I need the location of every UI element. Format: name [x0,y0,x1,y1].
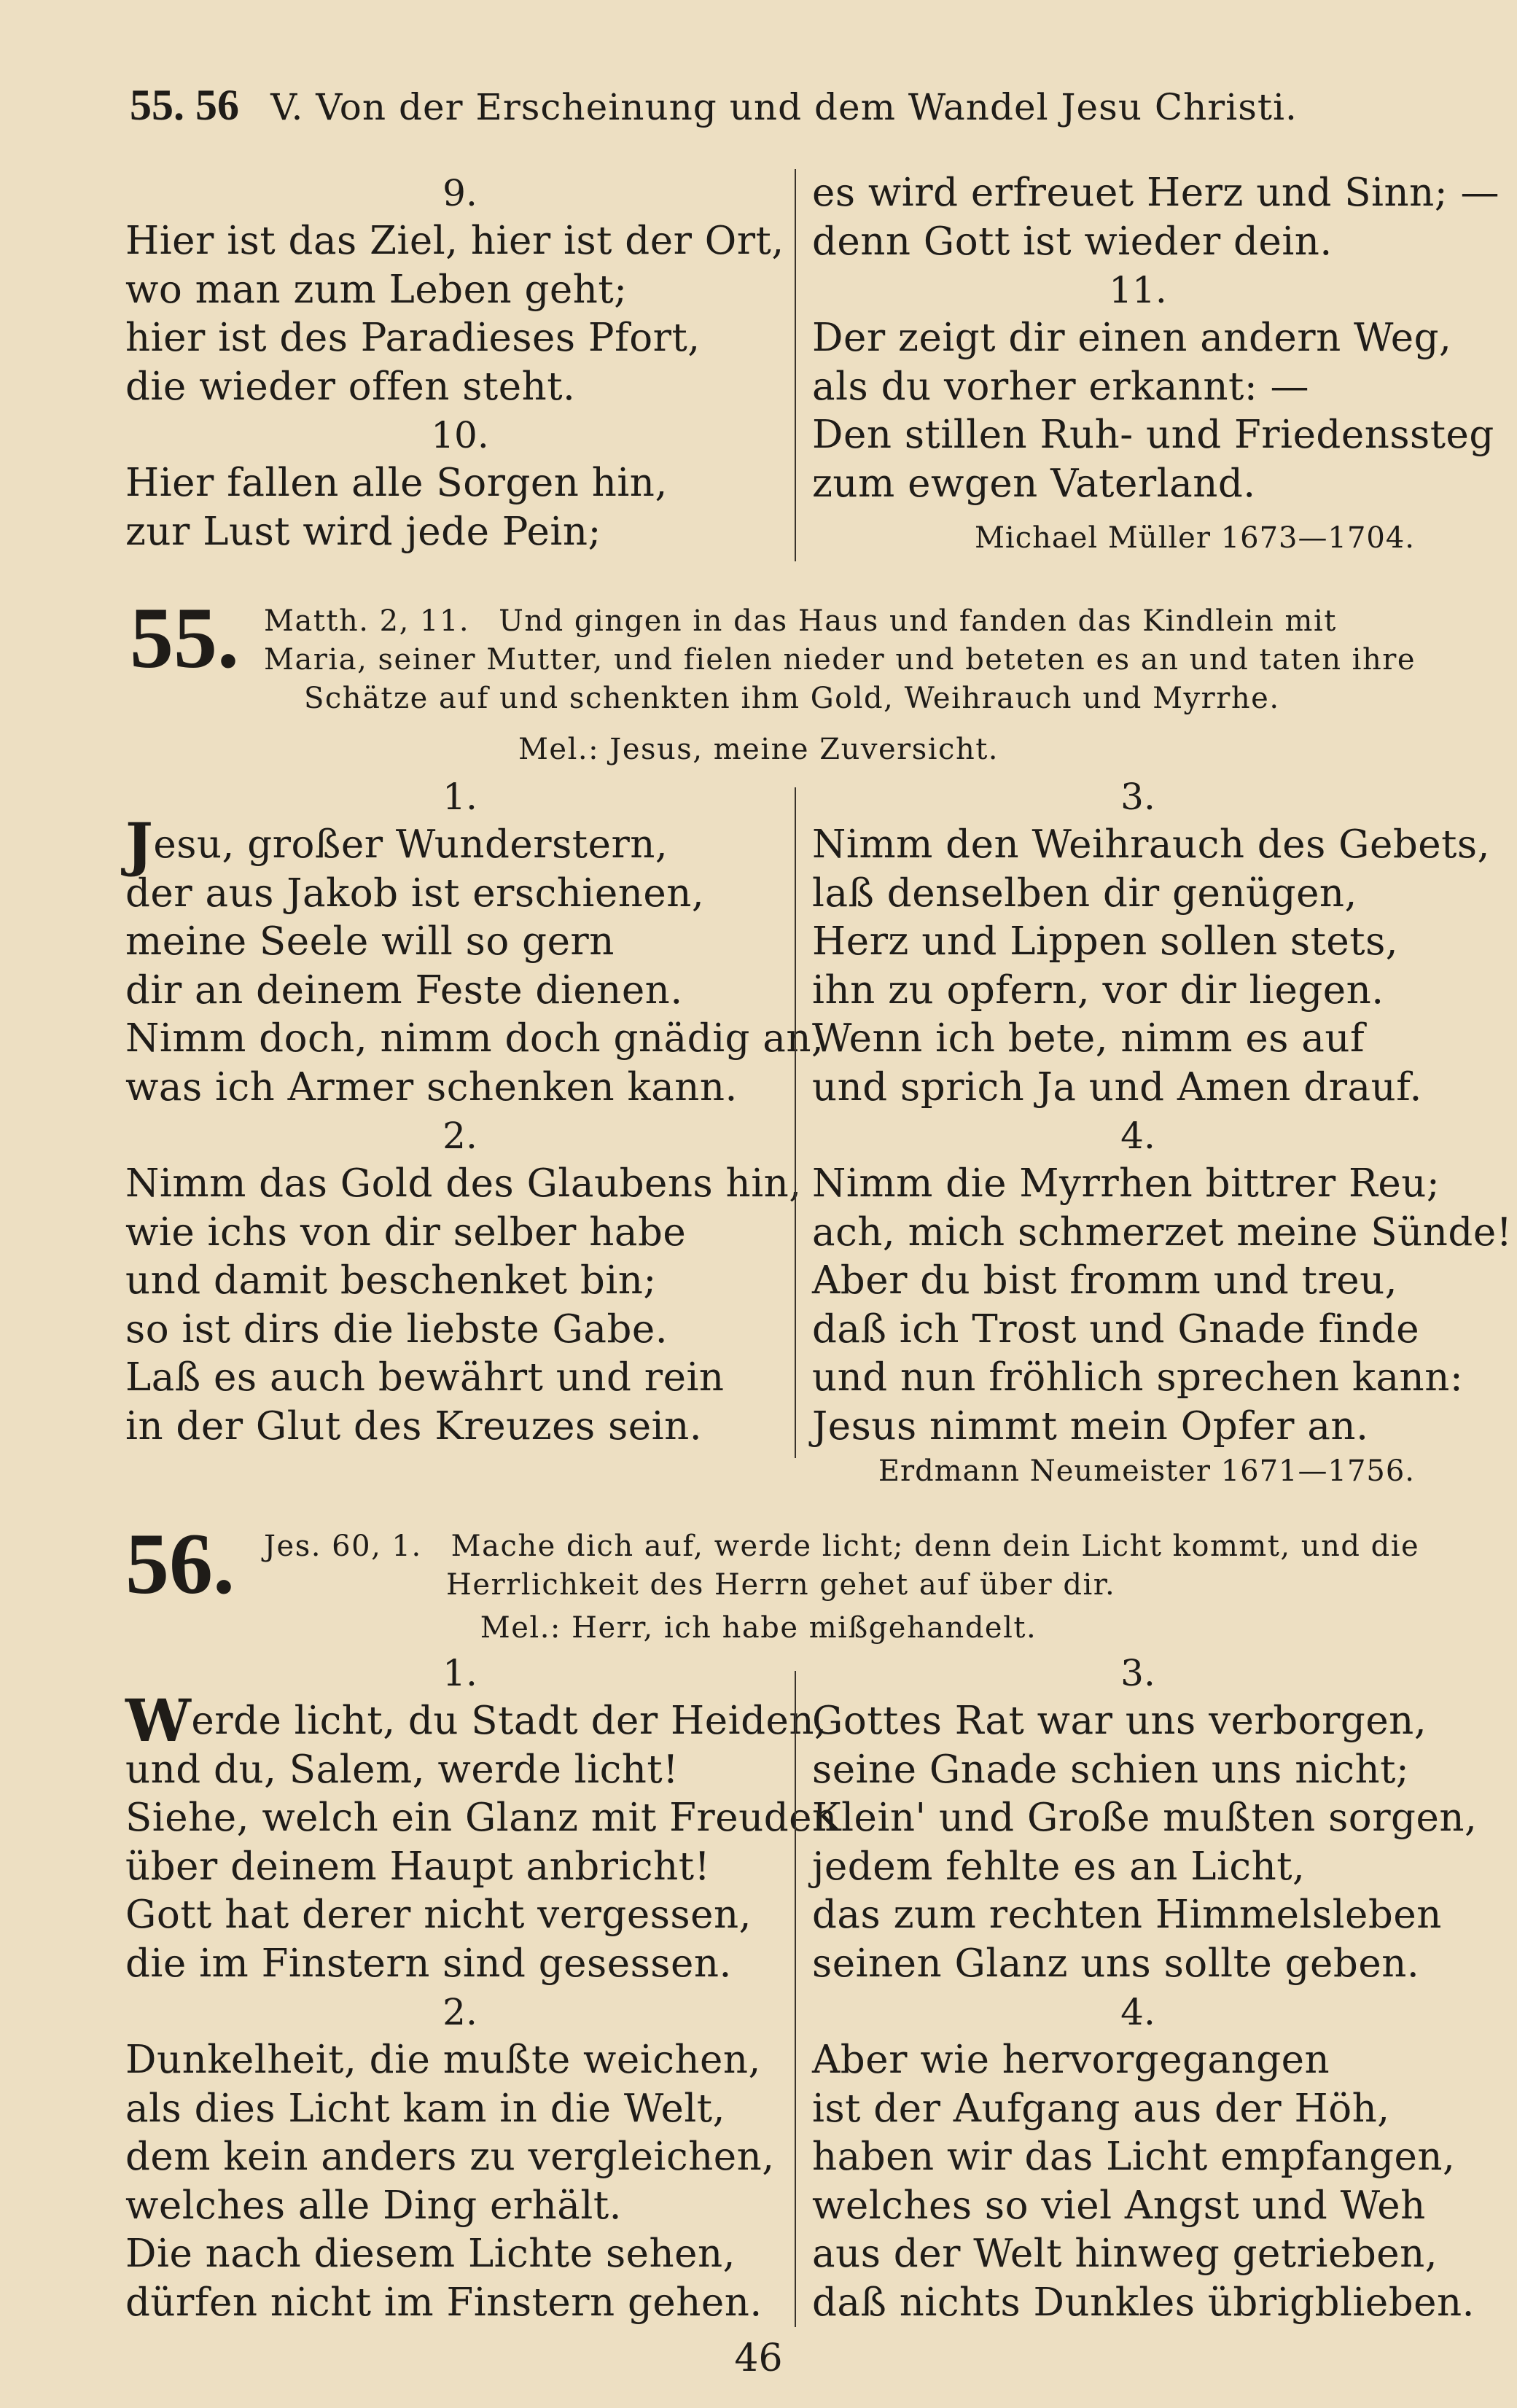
hymn56-columns [125,1649,1478,2327]
verse-line: Laß es auch bewährt und rein [125,1355,725,1400]
verse-line: seine Gnade schien uns nicht; [812,1747,1410,1792]
intro-text: Und gingen in das Haus und fanden das Kindlein mit [499,604,1337,638]
verse-line: als dies Licht kam in die Welt, [125,2086,725,2131]
hymn-intro [264,1527,1445,1605]
header-hymn-numbers: 55. 56 [130,81,239,129]
verse-line: laß denselben dir genügen, [812,870,1357,916]
column-divider [795,1671,796,2327]
verse-line: Aber wie hervorgegangen [812,2038,1330,2082]
verse-number: 1. [442,776,477,818]
column-divider [795,169,796,561]
verse-line: und nun fröhlich sprechen kann: [812,1355,1464,1400]
intro-line [264,602,1445,641]
verse-line: Gott hat derer nicht vergessen, [125,1893,752,1937]
verse-line: Herz und Lippen sollen stets, [812,919,1399,964]
prev-hymn-right-column [795,169,1500,561]
verse-line: Die nach diesem Lichte sehen, [125,2232,736,2276]
verse-number: 4. [1120,1991,1155,2033]
verse-number: 4. [1120,1115,1155,1157]
verse-number: 3. [1120,1652,1155,1694]
verse-line: das zum rechten Himmelsleben [812,1893,1442,1937]
verse-line: Nimm die Myrrhen bittrer Reu; [812,1161,1440,1206]
intro-line [264,1527,1445,1566]
verse-line: dir an deinem Feste dienen. [125,967,683,1013]
verse-line-text: esu, großer Wunderstern, [153,822,668,867]
verse-line: als du vorher erkannt: — [812,364,1310,409]
verse-line: daß nichts Dunkles übrigblieben. [812,2280,1475,2325]
intro-line: Schätze auf und schenkten ihm Gold, Weihrauch und Myrrhe. [304,682,1280,715]
hymn-intro [264,602,1445,718]
header-section-title: V. Von der Erscheinung und dem Wandel Jesu Christi. [270,86,1298,128]
verse-line: über deinem Haupt anbricht! [125,1844,711,1889]
intro-text: Mache dich auf, werde licht; denn dein Licht kommt, und die [451,1530,1420,1563]
verse-line: so ist dirs die liebste Gabe. [125,1306,668,1352]
melody-reference: Mel.: Jesus, meine Zuversicht. [518,733,999,766]
prev-hymn-columns [125,169,1500,561]
verse-number: 3. [1120,776,1155,818]
verse-line: welches so viel Angst und Weh [812,2183,1426,2228]
verse-line [125,810,795,878]
verse-line: es wird erfreuet Herz und Sinn; — [812,171,1500,215]
hymn56-right-column [795,1649,1478,2327]
verse-line: Nimm den Weihrauch des Gebets, [812,822,1490,867]
verse-line [125,1686,827,1755]
verse-line: wo man zum Leben geht; [125,267,628,312]
verse-line: aus der Welt hinweg getrieben, [812,2232,1438,2276]
verse-line: Aber du bist fromm und treu, [812,1258,1398,1303]
column-divider [795,787,796,1458]
verse-line: die wieder offen steht. [125,364,576,409]
hymn55-columns [125,773,1513,1458]
verse-line: und sprich Ja und Amen drauf. [812,1064,1422,1110]
verse-number: 2. [442,1991,477,2033]
verse-number: 1. [442,1652,477,1694]
verse-line: ist der Aufgang aus der Höh, [812,2086,1390,2131]
hymn-number: 56. [125,1515,235,1612]
intro-line: Herrlichkeit des Herrn gehet auf über dir. [446,1568,1116,1602]
scripture-reference: Jes. 60, 1. [264,1530,422,1563]
page-number: 46 [734,2337,783,2380]
verse-line: in der Glut des Kreuzes sein. [125,1403,703,1449]
verse-line: jedem fehlte es an Licht, [812,1844,1306,1889]
verse-line: zur Lust wird jede Pein; [125,509,601,554]
verse-line: Hier ist das Ziel, hier ist der Ort, [125,219,784,263]
hymn-number: 55. [130,589,239,686]
verse-number: 9. [442,172,477,214]
verse-line: Hier fallen alle Sorgen hin, [125,461,668,505]
verse-line: Der zeigt dir einen andern Weg, [812,316,1452,360]
hymn-author: Erdmann Neumeister 1671—1756. [878,1454,1415,1488]
verse-line: dem kein anders zu vergleichen, [125,2135,775,2179]
drop-cap: W [125,1686,192,1755]
verse-line: welches alle Ding erhält. [125,2183,623,2228]
verse-line: meine Seele will so gern [125,919,615,964]
verse-line: Dunkelheit, die mußte weichen, [125,2038,761,2082]
verse-line: und du, Salem, werde licht! [125,1747,679,1792]
verse-line: denn Gott ist wieder dein. [812,219,1333,264]
verse-line: wie ichs von dir selber habe [125,1209,687,1255]
verse-line: dürfen nicht im Finstern gehen. [125,2280,763,2325]
hymn56-left-column [125,1649,838,2327]
verse-line: seinen Glanz uns sollte geben. [812,1941,1420,1986]
intro-line: Maria, seiner Mutter, und fielen nieder und beteten es an und taten ihre [264,643,1416,677]
verse-line: Nimm doch, nimm doch gnädig an, [125,1016,824,1061]
hymn55-right-column [795,773,1513,1458]
verse-number: 2. [442,1115,477,1157]
hymn55-left-column [125,773,824,1458]
verse-number: 11. [1109,269,1167,311]
verse-line: hier ist des Paradieses Pfort, [125,316,701,360]
verse-line: Wenn ich bete, nimm es auf [812,1016,1365,1061]
verse-line: Siehe, welch ein Glanz mit Freuden [125,1796,838,1840]
prev-hymn-left-column [125,169,795,561]
hymn-author: Michael Müller 1673—1704. [974,521,1415,555]
verse-line: Den stillen Ruh- und Friedenssteg [812,413,1494,457]
drop-cap: J [125,810,154,878]
verse-line: was ich Armer schenken kann. [125,1064,738,1110]
verse-line-text: erde licht, du Stadt der Heiden, [191,1699,827,1743]
verse-line: zum ewgen Vaterland. [812,461,1256,506]
running-header [130,80,1393,139]
scripture-reference: Matth. 2, 11. [264,604,470,638]
verse-line: Nimm das Gold des Glaubens hin, [125,1161,802,1206]
verse-line: Jesus nimmt mein Opfer an. [812,1403,1369,1449]
verse-line: der aus Jakob ist erschienen, [125,870,705,916]
verse-number: 10. [431,414,489,456]
verse-line: haben wir das Licht empfangen, [812,2135,1456,2179]
melody-reference: Mel.: Herr, ich habe mißgehandelt. [480,1611,1037,1645]
verse-line: Klein' und Große mußten sorgen, [812,1796,1478,1840]
verse-line: ihn zu opfern, vor dir liegen. [812,967,1384,1013]
verse-line: Gottes Rat war uns verborgen, [812,1699,1427,1743]
verse-line: die im Finstern sind gesessen. [125,1941,732,1986]
verse-line: ach, mich schmerzet meine Sünde! [812,1209,1513,1255]
verse-line: daß ich Trost und Gnade finde [812,1306,1420,1352]
verse-line: und damit beschenket bin; [125,1258,657,1303]
